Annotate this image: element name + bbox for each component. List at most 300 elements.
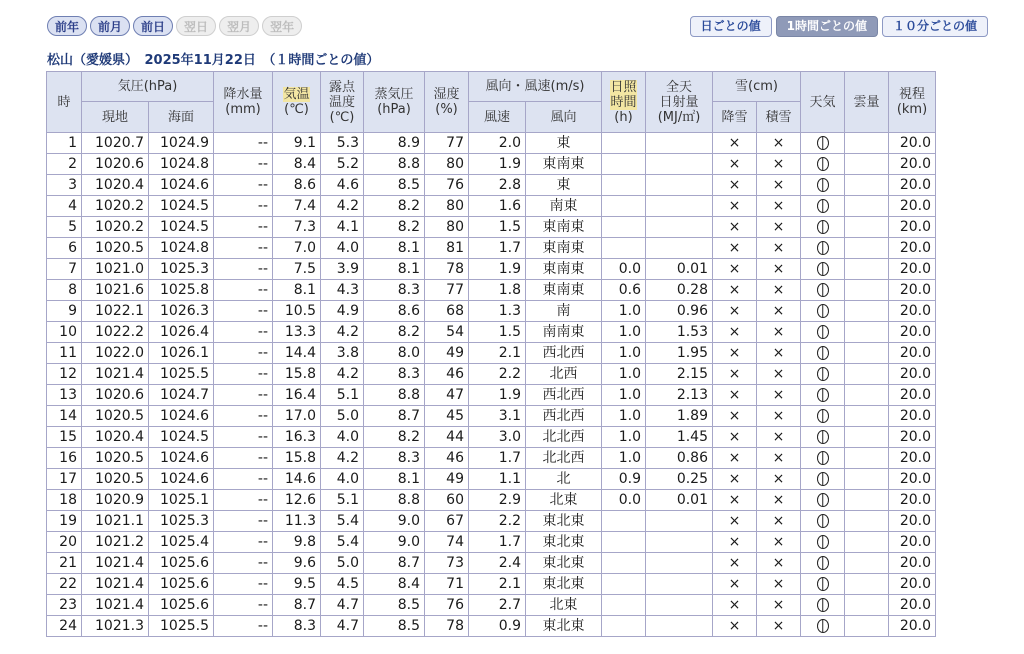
dewpoint-cell: 5.4	[321, 532, 364, 553]
weather-cell	[801, 154, 845, 175]
vapor-cell: 8.8	[364, 490, 425, 511]
wind-speed-cell: 2.2	[469, 511, 526, 532]
radiation-cell: 0.28	[646, 280, 713, 301]
pressure-local-cell: 1021.0	[82, 259, 149, 280]
pressure-sea-cell: 1024.6	[149, 469, 214, 490]
visibility-cell: 20.0	[889, 175, 936, 196]
sunshine-cell: 1.0	[602, 343, 646, 364]
pressure-local-cell: 1020.7	[82, 133, 149, 154]
hourly-data-table	[46, 71, 936, 637]
temp-cell: 15.8	[273, 364, 321, 385]
snow-depth-cell: ×	[757, 364, 801, 385]
vapor-cell: 8.7	[364, 553, 425, 574]
weather-cell	[801, 406, 845, 427]
precip-cell: --	[214, 448, 273, 469]
dewpoint-cell: 4.9	[321, 301, 364, 322]
temp-cell: 7.0	[273, 238, 321, 259]
page-title: 松山（愛媛県） 2025年11月22日 （１時間ごとの値）	[47, 53, 380, 68]
hour-cell: 20	[47, 532, 82, 553]
wind-direction-cell: 東北東	[526, 574, 602, 595]
pressure-sea-cell: 1024.7	[149, 385, 214, 406]
header-snowfall: 降雪	[713, 102, 757, 133]
wind-speed-cell: 3.0	[469, 427, 526, 448]
pressure-sea-cell: 1026.1	[149, 343, 214, 364]
pressure-sea-cell: 1025.6	[149, 595, 214, 616]
cloud-cell	[845, 364, 889, 385]
prev-day-button[interactable]: 前日	[133, 16, 173, 36]
temp-cell: 7.4	[273, 196, 321, 217]
pressure-sea-cell: 1026.3	[149, 301, 214, 322]
snow-depth-cell: ×	[757, 616, 801, 637]
radiation-cell	[646, 553, 713, 574]
cloud-cell	[845, 280, 889, 301]
snowfall-cell: ×	[713, 385, 757, 406]
dewpoint-cell: 5.2	[321, 154, 364, 175]
radiation-cell: 0.01	[646, 259, 713, 280]
temp-cell: 9.1	[273, 133, 321, 154]
sunshine-cell	[602, 175, 646, 196]
weather-cell	[801, 364, 845, 385]
wind-speed-cell: 1.5	[469, 322, 526, 343]
wind-direction-cell: 東北東	[526, 511, 602, 532]
snowfall-cell: ×	[713, 490, 757, 511]
prev-month-button[interactable]: 前月	[90, 16, 130, 36]
visibility-cell: 20.0	[889, 574, 936, 595]
weather-cell	[801, 301, 845, 322]
wind-speed-cell: 2.4	[469, 553, 526, 574]
hour-cell: 15	[47, 427, 82, 448]
tab-hourly[interactable]: 1時間ごとの値	[776, 16, 878, 37]
wind-speed-cell: 1.9	[469, 385, 526, 406]
snow-depth-cell: ×	[757, 280, 801, 301]
hour-cell: 7	[47, 259, 82, 280]
weather-cell	[801, 175, 845, 196]
sunshine-cell	[602, 511, 646, 532]
header-pressure-local: 現地	[82, 102, 149, 133]
wind-speed-cell: 1.7	[469, 238, 526, 259]
snowfall-cell: ×	[713, 616, 757, 637]
weather-cell	[801, 427, 845, 448]
dewpoint-cell: 4.6	[321, 175, 364, 196]
table-row	[47, 364, 936, 385]
vapor-cell: 8.5	[364, 595, 425, 616]
table-row	[47, 196, 936, 217]
cloud-cell	[845, 427, 889, 448]
sunshine-cell: 1.0	[602, 448, 646, 469]
table-row	[47, 175, 936, 196]
snow-depth-cell: ×	[757, 217, 801, 238]
vapor-cell: 8.3	[364, 364, 425, 385]
temp-cell: 17.0	[273, 406, 321, 427]
cloud-cell	[845, 490, 889, 511]
snow-depth-cell: ×	[757, 469, 801, 490]
vapor-cell: 8.3	[364, 280, 425, 301]
snow-depth-cell: ×	[757, 133, 801, 154]
clear-sky-symbol-icon	[817, 430, 829, 444]
weather-cell	[801, 469, 845, 490]
radiation-cell: 0.25	[646, 469, 713, 490]
header-snow: 雪(cm)	[713, 72, 801, 102]
pressure-local-cell: 1020.4	[82, 427, 149, 448]
header-hour: 時	[47, 72, 82, 133]
dewpoint-cell: 4.2	[321, 196, 364, 217]
snowfall-cell: ×	[713, 175, 757, 196]
temp-cell: 16.3	[273, 427, 321, 448]
wind-speed-cell: 1.6	[469, 196, 526, 217]
radiation-cell	[646, 175, 713, 196]
header-cloud: 雲量	[845, 72, 889, 133]
humidity-cell: 60	[425, 490, 469, 511]
table-row	[47, 490, 936, 511]
cloud-cell	[845, 259, 889, 280]
wind-direction-cell: 東南東	[526, 217, 602, 238]
snow-depth-cell: ×	[757, 595, 801, 616]
vapor-cell: 8.5	[364, 616, 425, 637]
pressure-local-cell: 1022.1	[82, 301, 149, 322]
precip-cell: --	[214, 343, 273, 364]
dewpoint-cell: 4.7	[321, 616, 364, 637]
pressure-local-cell: 1021.4	[82, 364, 149, 385]
precip-cell: --	[214, 364, 273, 385]
header-dewpoint: 露点 温度 (℃)	[321, 72, 364, 133]
sunshine-cell	[602, 532, 646, 553]
dewpoint-cell: 4.7	[321, 595, 364, 616]
pressure-local-cell: 1020.2	[82, 217, 149, 238]
radiation-cell: 1.95	[646, 343, 713, 364]
clear-sky-symbol-icon	[817, 346, 829, 360]
radiation-cell	[646, 217, 713, 238]
snowfall-cell: ×	[713, 133, 757, 154]
clear-sky-symbol-icon	[817, 220, 829, 234]
header-temp: 気温 (℃)	[273, 72, 321, 133]
clear-sky-symbol-icon	[817, 241, 829, 255]
weather-cell	[801, 343, 845, 364]
wind-direction-cell: 東	[526, 175, 602, 196]
vapor-cell: 8.2	[364, 196, 425, 217]
precip-cell: --	[214, 490, 273, 511]
pressure-sea-cell: 1024.9	[149, 133, 214, 154]
wind-speed-cell: 1.8	[469, 280, 526, 301]
humidity-cell: 49	[425, 469, 469, 490]
precip-cell: --	[214, 301, 273, 322]
humidity-cell: 46	[425, 448, 469, 469]
header-humidity: 湿度 (%)	[425, 72, 469, 133]
clear-sky-symbol-icon	[817, 367, 829, 381]
visibility-cell: 20.0	[889, 532, 936, 553]
header-precip: 降水量 (mm)	[214, 72, 273, 133]
vapor-cell: 9.0	[364, 511, 425, 532]
sunshine-cell: 0.0	[602, 259, 646, 280]
dewpoint-cell: 4.2	[321, 364, 364, 385]
header-wind-direction: 風向	[526, 102, 602, 133]
vapor-cell: 8.2	[364, 427, 425, 448]
snow-depth-cell: ×	[757, 532, 801, 553]
dewpoint-cell: 5.1	[321, 490, 364, 511]
prev-year-button[interactable]: 前年	[47, 16, 87, 36]
table-row	[47, 217, 936, 238]
hour-cell: 3	[47, 175, 82, 196]
hour-cell: 21	[47, 553, 82, 574]
wind-speed-cell: 2.1	[469, 343, 526, 364]
visibility-cell: 20.0	[889, 427, 936, 448]
snowfall-cell: ×	[713, 238, 757, 259]
precip-cell: --	[214, 238, 273, 259]
precip-cell: --	[214, 217, 273, 238]
dewpoint-cell: 4.1	[321, 217, 364, 238]
dewpoint-cell: 4.2	[321, 322, 364, 343]
cloud-cell	[845, 511, 889, 532]
humidity-cell: 45	[425, 406, 469, 427]
humidity-cell: 77	[425, 280, 469, 301]
snowfall-cell: ×	[713, 301, 757, 322]
vapor-cell: 8.1	[364, 469, 425, 490]
wind-direction-cell: 東北東	[526, 532, 602, 553]
visibility-cell: 20.0	[889, 259, 936, 280]
wind-direction-cell: 北東	[526, 490, 602, 511]
pressure-local-cell: 1020.9	[82, 490, 149, 511]
wind-direction-cell: 南東	[526, 196, 602, 217]
clear-sky-symbol-icon	[817, 598, 829, 612]
sunshine-cell: 0.6	[602, 280, 646, 301]
temp-cell: 9.6	[273, 553, 321, 574]
header-wind: 風向・風速(m/s)	[469, 72, 602, 102]
pressure-local-cell: 1020.4	[82, 175, 149, 196]
visibility-cell: 20.0	[889, 343, 936, 364]
vapor-cell: 8.1	[364, 238, 425, 259]
dewpoint-cell: 4.2	[321, 448, 364, 469]
cloud-cell	[845, 616, 889, 637]
snow-depth-cell: ×	[757, 259, 801, 280]
wind-direction-cell: 東南東	[526, 238, 602, 259]
wind-speed-cell: 1.1	[469, 469, 526, 490]
vapor-cell: 8.4	[364, 574, 425, 595]
wind-direction-cell: 南南東	[526, 322, 602, 343]
dewpoint-cell: 5.0	[321, 406, 364, 427]
header-visibility: 視程 (km)	[889, 72, 936, 133]
visibility-cell: 20.0	[889, 385, 936, 406]
precip-cell: --	[214, 280, 273, 301]
wind-direction-cell: 東	[526, 133, 602, 154]
precip-cell: --	[214, 553, 273, 574]
snow-depth-cell: ×	[757, 406, 801, 427]
dewpoint-cell: 5.1	[321, 385, 364, 406]
weather-cell	[801, 196, 845, 217]
pressure-sea-cell: 1026.4	[149, 322, 214, 343]
radiation-cell	[646, 196, 713, 217]
clear-sky-symbol-icon	[817, 283, 829, 297]
snowfall-cell: ×	[713, 259, 757, 280]
pressure-sea-cell: 1025.6	[149, 553, 214, 574]
radiation-cell	[646, 574, 713, 595]
weather-cell	[801, 280, 845, 301]
pressure-sea-cell: 1025.3	[149, 259, 214, 280]
wind-direction-cell: 東北東	[526, 553, 602, 574]
wind-speed-cell: 1.7	[469, 448, 526, 469]
clear-sky-symbol-icon	[817, 577, 829, 591]
visibility-cell: 20.0	[889, 154, 936, 175]
visibility-cell: 20.0	[889, 448, 936, 469]
hour-cell: 19	[47, 511, 82, 532]
vapor-cell: 8.8	[364, 385, 425, 406]
cloud-cell	[845, 574, 889, 595]
cloud-cell	[845, 154, 889, 175]
weather-cell	[801, 553, 845, 574]
dewpoint-cell: 4.0	[321, 469, 364, 490]
wind-direction-cell: 西北西	[526, 343, 602, 364]
temp-cell: 10.5	[273, 301, 321, 322]
tab-10min[interactable]: １０分ごとの値	[882, 16, 988, 37]
visibility-cell: 20.0	[889, 469, 936, 490]
temp-cell: 8.4	[273, 154, 321, 175]
radiation-cell: 1.53	[646, 322, 713, 343]
weather-cell	[801, 490, 845, 511]
clear-sky-symbol-icon	[817, 199, 829, 213]
cloud-cell	[845, 469, 889, 490]
snowfall-cell: ×	[713, 280, 757, 301]
temp-cell: 8.6	[273, 175, 321, 196]
precip-cell: --	[214, 532, 273, 553]
table-row	[47, 385, 936, 406]
radiation-cell: 1.45	[646, 427, 713, 448]
header-weather: 天気	[801, 72, 845, 133]
pressure-local-cell: 1021.4	[82, 553, 149, 574]
cloud-cell	[845, 532, 889, 553]
temp-cell: 16.4	[273, 385, 321, 406]
snow-depth-cell: ×	[757, 154, 801, 175]
clear-sky-symbol-icon	[817, 493, 829, 507]
visibility-cell: 20.0	[889, 595, 936, 616]
temp-cell: 14.4	[273, 343, 321, 364]
cloud-cell	[845, 595, 889, 616]
temp-cell: 13.3	[273, 322, 321, 343]
cloud-cell	[845, 553, 889, 574]
vapor-cell: 8.3	[364, 448, 425, 469]
pressure-sea-cell: 1025.1	[149, 490, 214, 511]
dewpoint-cell: 4.3	[321, 280, 364, 301]
visibility-cell: 20.0	[889, 217, 936, 238]
humidity-cell: 76	[425, 595, 469, 616]
radiation-cell: 2.13	[646, 385, 713, 406]
pressure-sea-cell: 1024.6	[149, 406, 214, 427]
cloud-cell	[845, 343, 889, 364]
wind-speed-cell: 1.9	[469, 154, 526, 175]
pressure-sea-cell: 1024.6	[149, 175, 214, 196]
wind-direction-cell: 西北西	[526, 385, 602, 406]
table-body	[47, 133, 936, 637]
pressure-local-cell: 1022.0	[82, 343, 149, 364]
visibility-cell: 20.0	[889, 553, 936, 574]
humidity-cell: 47	[425, 385, 469, 406]
sunshine-cell	[602, 574, 646, 595]
table-row	[47, 574, 936, 595]
header-sunshine: 日照 時間 (h)	[602, 72, 646, 133]
radiation-cell	[646, 616, 713, 637]
snow-depth-cell: ×	[757, 574, 801, 595]
clear-sky-symbol-icon	[817, 514, 829, 528]
header-snow-depth: 積雪	[757, 102, 801, 133]
hour-cell: 24	[47, 616, 82, 637]
snowfall-cell: ×	[713, 532, 757, 553]
weather-cell	[801, 322, 845, 343]
snowfall-cell: ×	[713, 406, 757, 427]
wind-speed-cell: 2.0	[469, 133, 526, 154]
clear-sky-symbol-icon	[817, 472, 829, 486]
humidity-cell: 78	[425, 616, 469, 637]
hour-cell: 9	[47, 301, 82, 322]
pressure-sea-cell: 1024.8	[149, 238, 214, 259]
humidity-cell: 54	[425, 322, 469, 343]
sunshine-cell	[602, 196, 646, 217]
visibility-cell: 20.0	[889, 406, 936, 427]
snow-depth-cell: ×	[757, 238, 801, 259]
temp-cell: 7.5	[273, 259, 321, 280]
table-row	[47, 406, 936, 427]
clear-sky-symbol-icon	[817, 157, 829, 171]
cloud-cell	[845, 196, 889, 217]
visibility-cell: 20.0	[889, 280, 936, 301]
humidity-cell: 44	[425, 427, 469, 448]
wind-direction-cell: 東北東	[526, 616, 602, 637]
snow-depth-cell: ×	[757, 553, 801, 574]
snowfall-cell: ×	[713, 427, 757, 448]
snow-depth-cell: ×	[757, 427, 801, 448]
hour-cell: 22	[47, 574, 82, 595]
pressure-sea-cell: 1024.5	[149, 217, 214, 238]
pressure-local-cell: 1020.5	[82, 469, 149, 490]
pressure-sea-cell: 1025.8	[149, 280, 214, 301]
wind-direction-cell: 東南東	[526, 154, 602, 175]
cloud-cell	[845, 406, 889, 427]
dewpoint-cell: 3.9	[321, 259, 364, 280]
wind-speed-cell: 2.9	[469, 490, 526, 511]
precip-cell: --	[214, 322, 273, 343]
vapor-cell: 8.6	[364, 301, 425, 322]
table-row	[47, 511, 936, 532]
precip-cell: --	[214, 616, 273, 637]
visibility-cell: 20.0	[889, 322, 936, 343]
sunshine-cell: 1.0	[602, 301, 646, 322]
hour-cell: 4	[47, 196, 82, 217]
table-row	[47, 238, 936, 259]
clear-sky-symbol-icon	[817, 325, 829, 339]
temp-cell: 8.1	[273, 280, 321, 301]
hour-cell: 13	[47, 385, 82, 406]
precip-cell: --	[214, 385, 273, 406]
radiation-cell: 1.89	[646, 406, 713, 427]
sunshine-cell	[602, 553, 646, 574]
clear-sky-symbol-icon	[817, 556, 829, 570]
humidity-cell: 49	[425, 343, 469, 364]
pressure-sea-cell: 1025.3	[149, 511, 214, 532]
table-row	[47, 616, 936, 637]
snowfall-cell: ×	[713, 595, 757, 616]
pressure-local-cell: 1022.2	[82, 322, 149, 343]
cloud-cell	[845, 301, 889, 322]
vapor-cell: 8.9	[364, 133, 425, 154]
temp-cell: 11.3	[273, 511, 321, 532]
wind-direction-cell: 南	[526, 301, 602, 322]
sunshine-cell: 1.0	[602, 364, 646, 385]
wind-speed-cell: 3.1	[469, 406, 526, 427]
tab-daily[interactable]: 日ごとの値	[690, 16, 772, 37]
visibility-cell: 20.0	[889, 616, 936, 637]
visibility-cell: 20.0	[889, 133, 936, 154]
hour-cell: 6	[47, 238, 82, 259]
pressure-local-cell: 1020.5	[82, 448, 149, 469]
table-row	[47, 259, 936, 280]
pressure-local-cell: 1020.6	[82, 154, 149, 175]
header-pressure-sea: 海面	[149, 102, 214, 133]
